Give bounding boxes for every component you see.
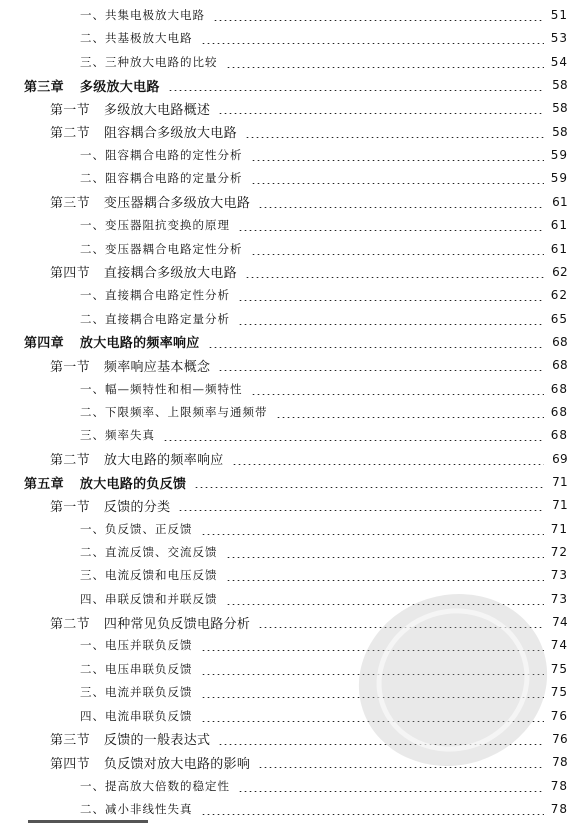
toc-chapter-row: [0, 471, 580, 493]
toc-item-row: [0, 284, 580, 306]
dot-leader: [238, 219, 544, 231]
toc-item-row: [0, 214, 580, 236]
toc-entry-title: 三、三种放大电路的比较: [80, 54, 218, 69]
toc-entry-title: 一、直接耦合电路定性分析: [80, 288, 230, 303]
dot-leader: [163, 429, 544, 441]
dot-leader: [258, 196, 544, 208]
toc-entry-title: 三、频率失真: [80, 428, 155, 443]
toc-item-row: [0, 51, 580, 73]
toc-chapter-row: [0, 331, 580, 353]
toc-entry-title: 一、共集电极放大电路: [80, 8, 205, 22]
toc-page-number: 69: [552, 451, 568, 466]
toc-section-row: [0, 121, 580, 143]
toc-page-number: 76: [550, 708, 568, 723]
toc-entry-title: 二、共基极放大电路: [80, 31, 193, 46]
toc-entry-title: 放大电路的负反馈: [79, 476, 187, 492]
toc-section-row: [0, 191, 580, 213]
toc-page-number: 68: [550, 381, 568, 396]
toc-entry-title: 频率响应基本概念: [103, 359, 211, 375]
dot-leader: [178, 499, 544, 511]
toc-entry-title: 三、电流并联负反馈: [80, 685, 193, 700]
dot-leader: [194, 476, 544, 488]
toc-page-number: 58: [552, 78, 568, 93]
toc-entry-label: 第五章: [24, 476, 64, 492]
dot-leader: [218, 359, 544, 371]
toc-page-number: 71: [550, 521, 568, 536]
dot-leader: [201, 803, 545, 815]
toc-entry-label: 第二节: [50, 616, 90, 632]
dot-leader: [238, 289, 544, 301]
dot-leader: [245, 266, 544, 278]
toc-page-number: 62: [552, 264, 568, 279]
toc-entry-title: 多级放大电路概述: [103, 102, 211, 118]
dot-leader: [251, 172, 545, 184]
toc-page-number: 54: [550, 54, 568, 69]
dot-leader: [208, 336, 544, 348]
toc-entry-title: 直接耦合多级放大电路: [103, 266, 237, 282]
toc-entry-label: 第二节: [50, 126, 90, 142]
dot-leader: [238, 313, 544, 325]
toc-item-row: [0, 378, 580, 400]
toc-entry-title: 反馈的一般表达式: [103, 733, 211, 749]
dot-leader: [232, 453, 544, 465]
toc-item-row: [0, 541, 580, 563]
toc-entry-label: 第四节: [50, 756, 90, 772]
toc-page-number: 53: [550, 31, 568, 46]
toc-entry-title: 变压器耦合多级放大电路: [103, 196, 251, 212]
toc-entry-title: 四、串联反馈和并联反馈: [80, 591, 218, 606]
toc-entry-title: 多级放大电路: [79, 79, 160, 95]
toc-entry-label: 第二节: [50, 453, 90, 469]
toc-page-number: 68: [550, 404, 568, 419]
toc-entry-title: 一、提高放大倍数的稳定性: [80, 778, 230, 793]
toc-item-row: [0, 167, 580, 189]
toc-entry-title: 二、变压器耦合电路定性分析: [80, 241, 243, 256]
dot-leader: [276, 406, 545, 418]
toc-page-number: 68: [552, 358, 568, 373]
toc-entry-title: 二、下限频率、上限频率与通频带: [80, 404, 268, 419]
toc-chapter-row: [0, 74, 580, 96]
toc-page-number: 61: [552, 194, 568, 209]
toc-entry-title: 二、电压串联负反馈: [80, 661, 193, 676]
toc-entry-title: 三、电流反馈和电压反馈: [80, 568, 218, 583]
toc-page-number: 72: [550, 545, 568, 560]
toc-item-row: [0, 564, 580, 586]
toc-section-row: [0, 97, 580, 119]
toc-page-number: 61: [550, 241, 568, 256]
toc-page-number: 78: [550, 801, 568, 816]
toc-entry-label: 第四章: [24, 336, 64, 352]
toc-entry-title: 反馈的分类: [103, 499, 171, 515]
dot-leader: [238, 780, 544, 792]
dot-leader: [251, 243, 545, 255]
toc-entry-title: 四、电流串联负反馈: [80, 708, 193, 723]
toc-entry-title: 一、阻容耦合电路的定性分析: [80, 148, 243, 163]
toc-item-row: [0, 798, 580, 820]
dot-leader: [213, 9, 544, 21]
toc-entry-label: 第三节: [50, 733, 90, 749]
toc-entry-title: 一、变压器阻抗变换的原理: [80, 218, 230, 233]
toc-page-number: 68: [550, 428, 568, 443]
toc-page-number: 74: [550, 638, 568, 653]
toc-page-number: 61: [550, 218, 568, 233]
toc-page-number: 71: [552, 475, 568, 489]
toc-item-row: [0, 27, 580, 49]
toc-item-row: [0, 4, 580, 26]
toc-entry-title: 放大电路的频率响应: [79, 336, 200, 352]
toc-entry-title: 四种常见负反馈电路分析: [103, 616, 251, 632]
toc-page-number: 78: [552, 755, 568, 770]
toc-page-number: 73: [550, 591, 568, 606]
dot-leader: [251, 149, 545, 161]
dot-leader: [226, 546, 545, 558]
toc-item-row: [0, 518, 580, 540]
toc-entry-title: 放大电路的频率响应: [103, 453, 224, 469]
dot-leader: [201, 32, 545, 44]
dot-leader: [251, 383, 545, 395]
page-footer-mark: [28, 820, 148, 823]
dot-leader: [245, 126, 544, 138]
toc-entry-title: 负反馈对放大电路的影响: [103, 756, 251, 772]
toc-page-number: 62: [550, 288, 568, 303]
toc-entry-label: 第一节: [50, 102, 90, 118]
dot-leader: [168, 79, 544, 91]
toc-entry-title: 阻容耦合多级放大电路: [103, 126, 237, 142]
toc-page-number: 71: [552, 498, 568, 513]
toc-entry-title: 一、负反馈、正反馈: [80, 521, 193, 536]
toc-entry-title: 二、直流反馈、交流反馈: [80, 545, 218, 560]
dot-leader: [218, 102, 544, 114]
toc-entry-label: 第四节: [50, 266, 90, 282]
toc-page-number: 58: [552, 101, 568, 116]
toc-page-number: 75: [550, 661, 568, 676]
toc-item-row: [0, 401, 580, 423]
toc-page-number: 74: [552, 615, 568, 630]
toc-section-row: [0, 261, 580, 283]
toc-entry-title: 二、直接耦合电路定量分析: [80, 311, 230, 326]
toc-item-row: [0, 424, 580, 446]
toc-entry-label: 第一节: [50, 499, 90, 515]
toc-page-number: 59: [550, 148, 568, 163]
toc-entry-title: 一、电压并联负反馈: [80, 638, 193, 653]
toc-page-number: 76: [552, 731, 568, 746]
toc-item-row: [0, 144, 580, 166]
toc-page-number: 78: [550, 778, 568, 793]
toc-entry-label: 第三节: [50, 196, 90, 212]
toc-section-row: [0, 494, 580, 516]
toc-section-row: [0, 448, 580, 470]
toc-entry-title: 二、减小非线性失真: [80, 801, 193, 816]
toc-entry-title: 一、幅—频特性和相—频特性: [80, 381, 243, 396]
dot-leader: [201, 523, 545, 535]
toc-item-row: [0, 775, 580, 797]
toc-section-row: [0, 354, 580, 376]
dot-leader: [226, 569, 545, 581]
toc-entry-title: 二、阻容耦合电路的定量分析: [80, 171, 243, 186]
toc-item-row: [0, 238, 580, 260]
toc-page-number: 75: [550, 685, 568, 700]
toc-page-number: 65: [550, 311, 568, 326]
toc-entry-label: 第三章: [24, 79, 64, 95]
toc-entry-label: 第一节: [50, 359, 90, 375]
toc-item-row: [0, 308, 580, 330]
dot-leader: [226, 56, 545, 68]
toc-page-number: 59: [550, 171, 568, 186]
toc-page-number: 73: [550, 568, 568, 583]
toc-page-number: 58: [552, 124, 568, 139]
toc-page-number: 51: [550, 8, 568, 22]
toc-page-number: 68: [552, 334, 568, 349]
dot-leader: [258, 756, 544, 768]
